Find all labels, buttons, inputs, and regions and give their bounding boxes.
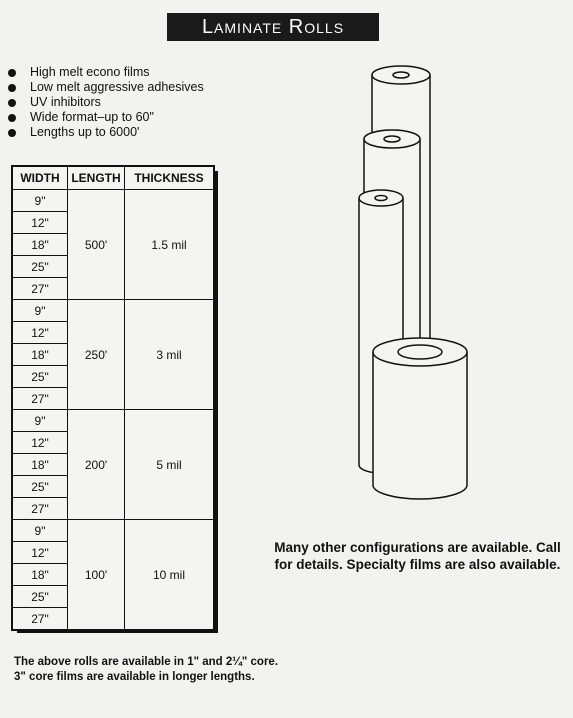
roll-core xyxy=(393,72,409,78)
width-cell: 9" xyxy=(12,190,68,212)
length-cell: 250' xyxy=(68,300,125,410)
feature-item: Low melt aggressive adhesives xyxy=(8,80,204,95)
width-cell: 9" xyxy=(12,410,68,432)
rolls-table xyxy=(11,165,215,631)
core-note: The above rolls are available in 1" and 2¼" core. 3" core films are available in longer lengths. xyxy=(14,656,279,683)
thickness-cell: 10 mil xyxy=(125,520,215,631)
width-cell: 9" xyxy=(12,300,68,322)
width-cell: 18" xyxy=(12,234,68,256)
width-cell: 27" xyxy=(12,388,68,410)
width-cell: 27" xyxy=(12,278,68,300)
header-length: LENGTH xyxy=(68,166,125,190)
width-cell: 18" xyxy=(12,344,68,366)
roll-body xyxy=(373,352,467,499)
laminate-rolls-illustration xyxy=(350,55,480,505)
width-cell: 12" xyxy=(12,432,68,454)
bullet-icon xyxy=(8,84,16,92)
thickness-cell: 1.5 mil xyxy=(125,190,215,300)
table-row xyxy=(12,520,214,542)
table-row xyxy=(12,300,214,322)
feature-list xyxy=(8,65,204,140)
length-cell: 100' xyxy=(68,520,125,631)
width-cell: 25" xyxy=(12,586,68,608)
feature-item: Lengths up to 6000' xyxy=(8,125,204,140)
width-cell: 27" xyxy=(12,498,68,520)
bullet-icon xyxy=(8,114,16,122)
feature-item: Wide format–up to 60" xyxy=(8,110,204,125)
bullet-icon xyxy=(8,69,16,77)
feature-item: High melt econo films xyxy=(8,65,204,80)
length-cell: 200' xyxy=(68,410,125,520)
width-cell: 18" xyxy=(12,454,68,476)
width-cell: 27" xyxy=(12,608,68,631)
bullet-icon xyxy=(8,129,16,137)
table-header-row xyxy=(12,166,214,190)
width-cell: 12" xyxy=(12,212,68,234)
page-title: Laminate Rolls xyxy=(167,13,379,41)
bullet-icon xyxy=(8,99,16,107)
width-cell: 12" xyxy=(12,322,68,344)
roll-core xyxy=(375,196,387,201)
table-row xyxy=(12,410,214,432)
availability-note: Many other configurations are available. Call for details. Specialty films are also available. xyxy=(274,540,561,572)
header-width: WIDTH xyxy=(12,166,68,190)
thickness-cell: 5 mil xyxy=(125,410,215,520)
table-row xyxy=(12,190,214,212)
thickness-cell: 3 mil xyxy=(125,300,215,410)
roll-core xyxy=(384,136,400,142)
roll-core xyxy=(398,345,442,359)
width-cell: 25" xyxy=(12,256,68,278)
length-cell: 500' xyxy=(68,190,125,300)
width-cell: 25" xyxy=(12,476,68,498)
header-thickness: THICKNESS xyxy=(125,166,215,190)
width-cell: 25" xyxy=(12,366,68,388)
width-cell: 18" xyxy=(12,564,68,586)
width-cell: 12" xyxy=(12,542,68,564)
feature-item: UV inhibitors xyxy=(8,95,204,110)
width-cell: 9" xyxy=(12,520,68,542)
